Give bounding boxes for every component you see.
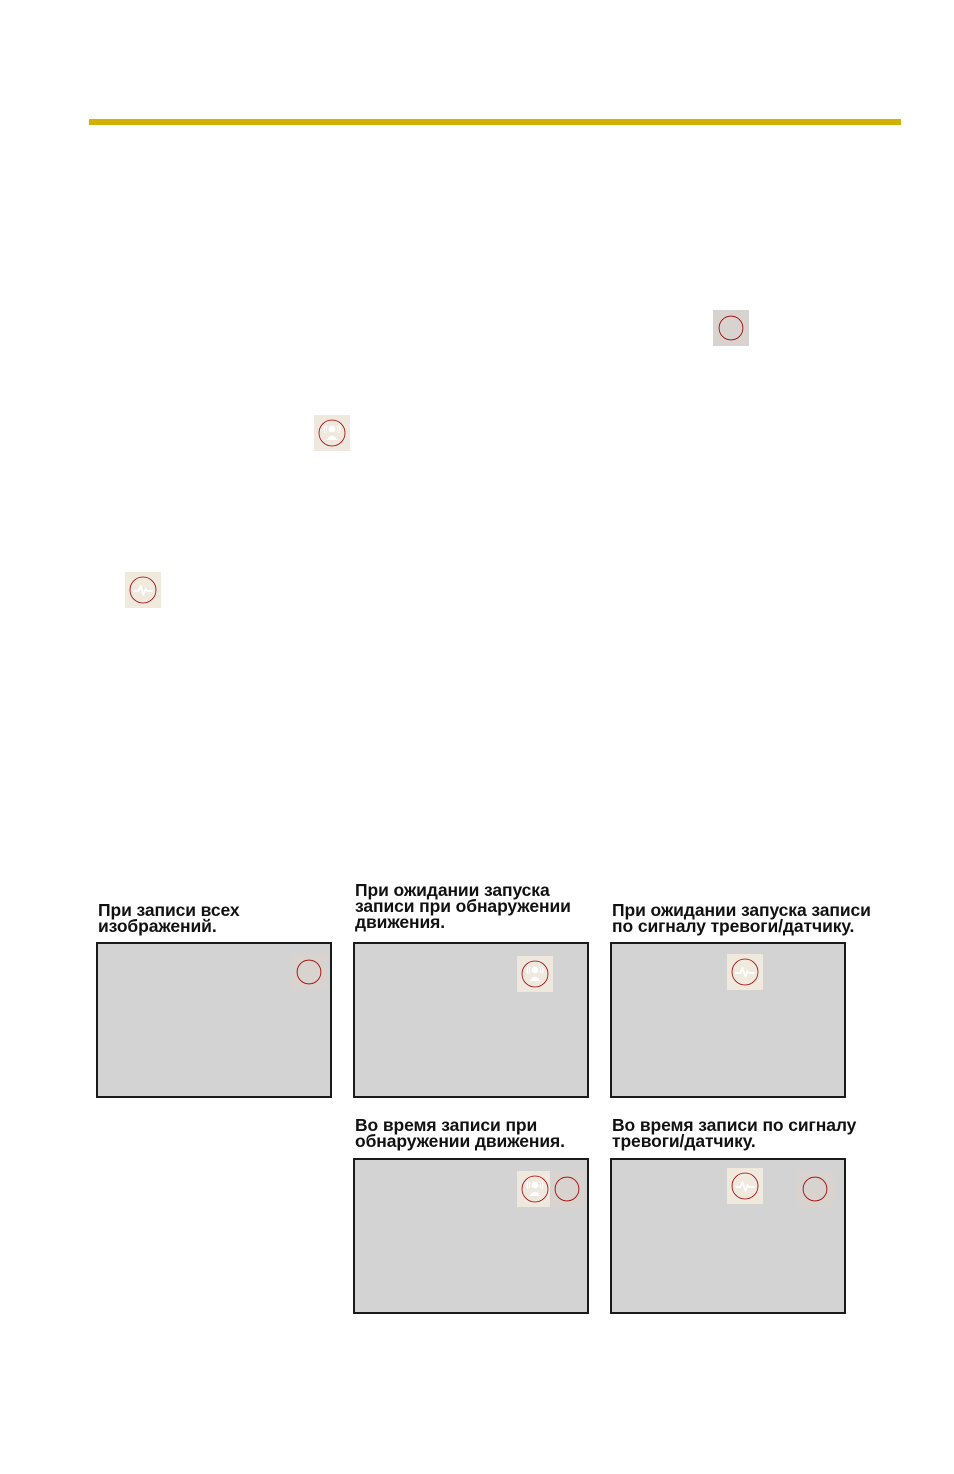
screen-motion-wait: [353, 942, 589, 1098]
motion-detection-icon: [517, 1171, 553, 1207]
caption-motion-record: Во время записи при обнаружении движения.: [355, 1115, 565, 1151]
recording-dot-icon: [550, 1171, 584, 1207]
caption-sensor-wait: При ожидании запуска записи по сигналу тревоги/датчику.: [612, 900, 871, 936]
sensor-pulse-icon: [727, 1168, 763, 1204]
screen-sensor-wait: [610, 942, 846, 1098]
header-rule: [89, 119, 901, 125]
caption-all-images: При записи всех изображений.: [98, 900, 240, 936]
screen-sensor-record: [610, 1158, 846, 1314]
recording-dot-icon: [713, 310, 749, 346]
screen-all-images: [96, 942, 332, 1098]
screen-motion-record: [353, 1158, 589, 1314]
sensor-pulse-icon: [125, 572, 161, 608]
motion-detection-icon: [314, 415, 350, 451]
motion-detection-icon: [517, 956, 553, 992]
recording-dot-icon: [291, 954, 327, 990]
sensor-pulse-icon: [727, 954, 763, 990]
caption-motion-wait: При ожидании запуска записи при обнаружении движения.: [355, 880, 571, 932]
caption-sensor-record: Во время записи по сигналу тревоги/датчику.: [612, 1115, 857, 1151]
recording-dot-icon: [797, 1171, 833, 1207]
